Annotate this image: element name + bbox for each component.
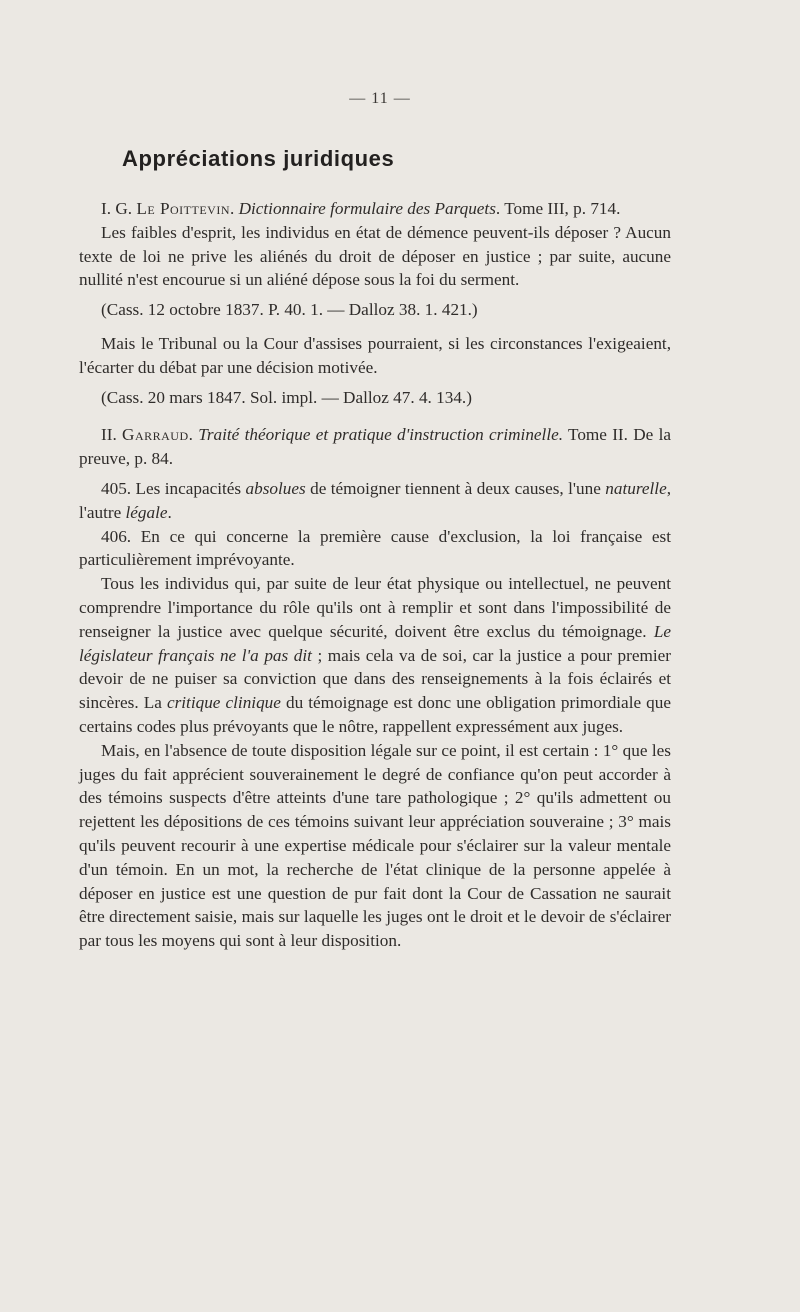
text-run: du témoignage est donc une obligation primordiale que certains codes plus prévoyants que le nôtre, rappellent expressément aux juges. <box>79 693 671 736</box>
ref-prefix: I. G. <box>101 199 137 218</box>
reference-le-poittevin <box>79 197 671 221</box>
page-number: — 11 — <box>349 90 411 107</box>
text-run: de témoigner tiennent à deux causes, l'une <box>305 478 606 498</box>
ref-work: Dictionnaire formulaire des Parquets <box>238 199 496 218</box>
ref-sep: . <box>188 425 199 445</box>
paragraph-faibles-esprit: Les faibles d'esprit, les individus en état de démence peuvent-ils déposer ? Aucun texte de loi ne prive les aliénés du droit de déposer en justice ; par suite, aucune nullité n'est encourue si un aliéné dépose sous la foi du serment. <box>79 222 671 290</box>
text-run: . <box>167 502 172 522</box>
citation-cass-1837: (Cass. 12 octobre 1837. P. 40. 1. — Dalloz 38. 1. 421.) <box>101 300 478 320</box>
reference-garraud <box>79 423 671 471</box>
ref-suffix: Tome II. De la preuve, p. 84. <box>79 425 671 469</box>
ref-suffix: . Tome III, p. 714. <box>495 199 621 218</box>
paragraph-mais: Mais, en l'absence de toute disposition légale sur ce point, il est certain : 1° que les juges du fait apprécient souverainement le degré de confiance qu'on peut accorder à des témoins suspects d'être atteints d'une tare pathologique ; 2° qu'ils admettent ou rejettent les dépositions de ces témoins suivant leur appréciation souveraine ; 3° mais qu'ils peuvent recourir à une expertise médicale pour s'éclairer sur la valeur mentale d'un témoin. En un mot, la recherche de l'état clinique de la personne appelée à déposer en justice est une question de pur fait dont la Cour de Cassation ne saurait être directement saisie, mais sur laquelle les juges ont le droit et le devoir de s'éclairer par tous les moyens qui sont à leur disposition. <box>79 740 671 951</box>
ref-prefix: II. <box>101 425 123 445</box>
text-run: , l'autre <box>79 478 671 522</box>
paragraph-405 <box>79 477 671 525</box>
text-run: Tous les individus qui, par suite de leur état physique ou intellectuel, ne peuvent comprendre l'importance du rôle qu'ils ont à remplir et sont dans l'impossibilité de renseigner la justice avec quelque sécurité, doivent être exclus du témoignage. <box>79 574 671 641</box>
paragraph-406: 406. En ce qui concerne la première cause d'exclusion, la loi française est particulièrement imprévoyante. <box>79 526 671 570</box>
paragraph-tribunal: Mais le Tribunal ou la Cour d'assises pourraient, si les circonstances l'exigeaient, l'écarter du débat par une décision motivée. <box>79 333 671 377</box>
ref-work: Traité théorique et pratique d'instruction criminelle. <box>198 425 564 445</box>
emphasis-legislateur: Le législateur français ne l'a pas dit <box>79 621 671 665</box>
document-body <box>79 197 671 953</box>
paragraph-tous-les-individus <box>79 572 671 739</box>
text-run: 405. Les incapacités <box>101 478 246 498</box>
emphasis-naturelle: naturelle <box>605 478 667 498</box>
ref-author: Le Poittevin <box>136 199 230 218</box>
ref-author: Garraud <box>122 425 189 445</box>
text-run: ; mais cela va de soi, car la justice a pour premier devoir de ne puiser sa conviction que dans des renseignements à la fois éclairés et sincères. La <box>79 645 671 713</box>
citation-cass-1847: (Cass. 20 mars 1847. Sol. impl. — Dalloz 47. 4. 134.) <box>101 387 472 407</box>
ref-sep: . <box>230 199 239 218</box>
page-title: Appréciations juridiques <box>122 146 395 171</box>
emphasis-critique-clinique: critique clinique <box>166 693 281 713</box>
emphasis-legale: légale <box>125 502 168 522</box>
emphasis-absolues: absolues <box>245 478 306 498</box>
